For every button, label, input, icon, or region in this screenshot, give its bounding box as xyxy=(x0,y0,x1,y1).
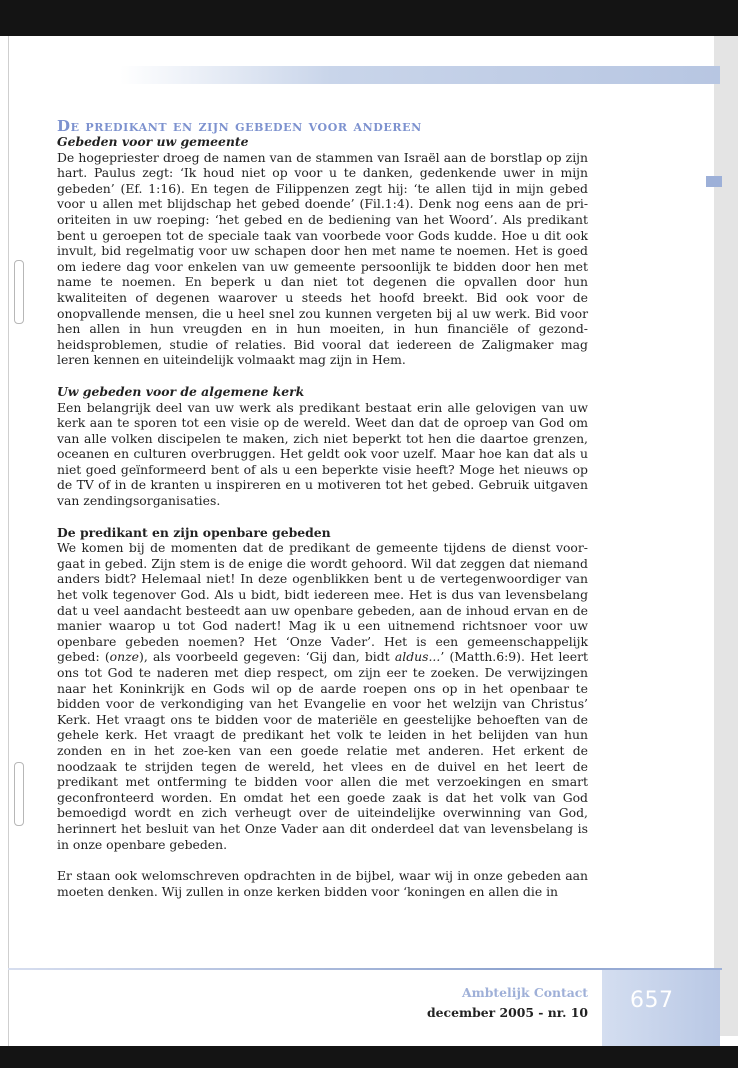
header-color-band xyxy=(120,66,720,84)
closing-paragraph: Er staan ook welomschreven opdrachten in de bijbel, waar wij in onze gebeden aan moeten denken. Wij zullen in onze kerken bidden voor ‘koningen en allen die in xyxy=(57,868,588,899)
issue-date: december 2005 - nr. 10 xyxy=(427,1005,588,1020)
emphasis-text: onze xyxy=(109,649,139,665)
section-heading-general-church: Uw gebeden voor de algemene kerk xyxy=(57,383,305,399)
paragraph-spacer xyxy=(57,852,588,868)
page-edge xyxy=(8,36,9,1046)
paragraph-text: ), als voorbeeld gegeven: ‘Gij dan, bidt xyxy=(138,649,395,665)
section-paragraph-public-prayers xyxy=(57,540,588,852)
page-number: 657 xyxy=(630,988,674,1013)
article-title: De predikant en zijn gebeden voor anderen xyxy=(57,117,422,135)
binder-clip-icon xyxy=(14,260,24,324)
section-heading-public-prayers: De predikant en zijn openbare gebeden xyxy=(57,524,331,540)
paragraph-spacer xyxy=(57,368,588,384)
section-paragraph-congregation: De hogepriester droeg de namen van de stammen van Israël aan de borstlap op zijn hart. Paulus zegt: ‘Ik houd niet op voor u te danken, gedenkende uwer in mijn gebeden’ (Ef. 1:16). En tegen de Filippenzen zegt hij: ‘te allen tijd in mijn gebed voor u allen met blijdschap het gebed doende’ (Fil.1:4). Denk nog eens aan de pri-oriteiten in uw roeping: ‘het gebed en de bediening van het Woord’. Als predikant bent u geroepen tot de speciale taak van voorbede voor Gods kudde. Hoe u dit ook invult, bid regelmatig voor uw schapen door hen met name te noemen. Het is goed om iedere dag voor enkelen van uw gemeente persoonlijk te bidden door hen met name te noemen. En beperk u dan niet tot degenen die opvallen door hun kwaliteiten of degenen waarover u steeds het hoofd breekt. Bid ook voor de onopvallende mensen, die u heel snel zou kunnen vergeten bij al uw werk. Bid voor hen allen in hun vreugden en in hun moeiten, in hun financiële of gezond-heidsproblemen, studie of relaties. Bid vooral dat iedereen de Zaligmaker mag leren kennen en uiteindelijk volmaakt mag zijn in Hem. xyxy=(57,149,588,368)
article-body xyxy=(57,118,588,899)
section-paragraph-general-church: Een belangrijk deel van uw werk als predikant bestaat erin alle gelovigen van uw kerk aan te sporen tot een visie op de wereld. Weet dan dat de oproep van God om van alle volken discipelen te maken, zich niet beperkt tot hen die daartoe grenzen, oceanen en culturen overbruggen. Het geldt ook voor uzelf. Maar hoe kan dat als u niet goed geïnformeerd bent of als u een beperkte visie heeft? Moge het nieuws op de TV of in de kranten u inspireren en u motiveren tot het gebed. Gebruik uitgaven van zendingsorganisaties. xyxy=(57,399,588,509)
section-heading-congregation: Gebeden voor uw gemeente xyxy=(57,134,249,149)
paragraph-spacer xyxy=(57,509,588,525)
scan-border-top xyxy=(0,0,738,36)
emphasis-text: aldus... xyxy=(394,649,441,665)
paragraph-text: We komen bij de momenten dat de predikant de gemeente tijdens de dienst voor-gaat in gebed. Zijn stem is de enige die wordt gehoord. Wil dat zeggen dat niemand anders bidt? Helemaal niet! In deze ogenblikken bent u de vertegenwoordiger van het volk tegenover God. Als u bidt, bidt iedereen mee. Het is dus van levensbelang dat u veel aandacht besteedt aan uw openbare gebeden, aan de inhoud ervan en de manier waarop u tot God nadert! Mag ik u een uitnemend richtsnoer voor uw openbare gebeden noemen? Het ‘Onze Vader’. Het is een gemeenschappelijk gebed: ( xyxy=(57,540,588,665)
side-index-tab xyxy=(706,176,722,187)
publication-name: Ambtelijk Contact xyxy=(462,985,588,1000)
scan-border-bottom xyxy=(0,1046,738,1068)
binder-clip-icon xyxy=(14,762,24,826)
paragraph-text: ’ (Matth.6:9). Het leert ons tot God te naderen met diep respect, om zijn eer te zoeken. De verwijzingen naar het Koninkrijk en Gods wil op de aarde roepen ons op in het openbaar te bidden voor de verkondiging van het Evangelie en voor het welzijn van Christus’ Kerk. Het vraagt ons te bidden voor de materiële en geestelijke behoeften van de gehele kerk. Het vraagt de predikant het volk te leiden in het belijden van hun zonden en in het zoe-ken van een goede relatie met anderen. Het erkent de noodzaak te strijden tegen de wereld, het vlees en de duivel en het leert de predikant met ontferming te bidden voor allen die met verzoekingen en smart geconfronteerd worden. En omdat het een goede zaak is dat het volk van God bemoedigd wordt en zich verheugt over de uiteindelijke overwinning van God, herinnert het besluit van het Onze Vader aan dit onderdeel dat van levensbelang is in onze openbare gebeden. xyxy=(57,649,588,852)
